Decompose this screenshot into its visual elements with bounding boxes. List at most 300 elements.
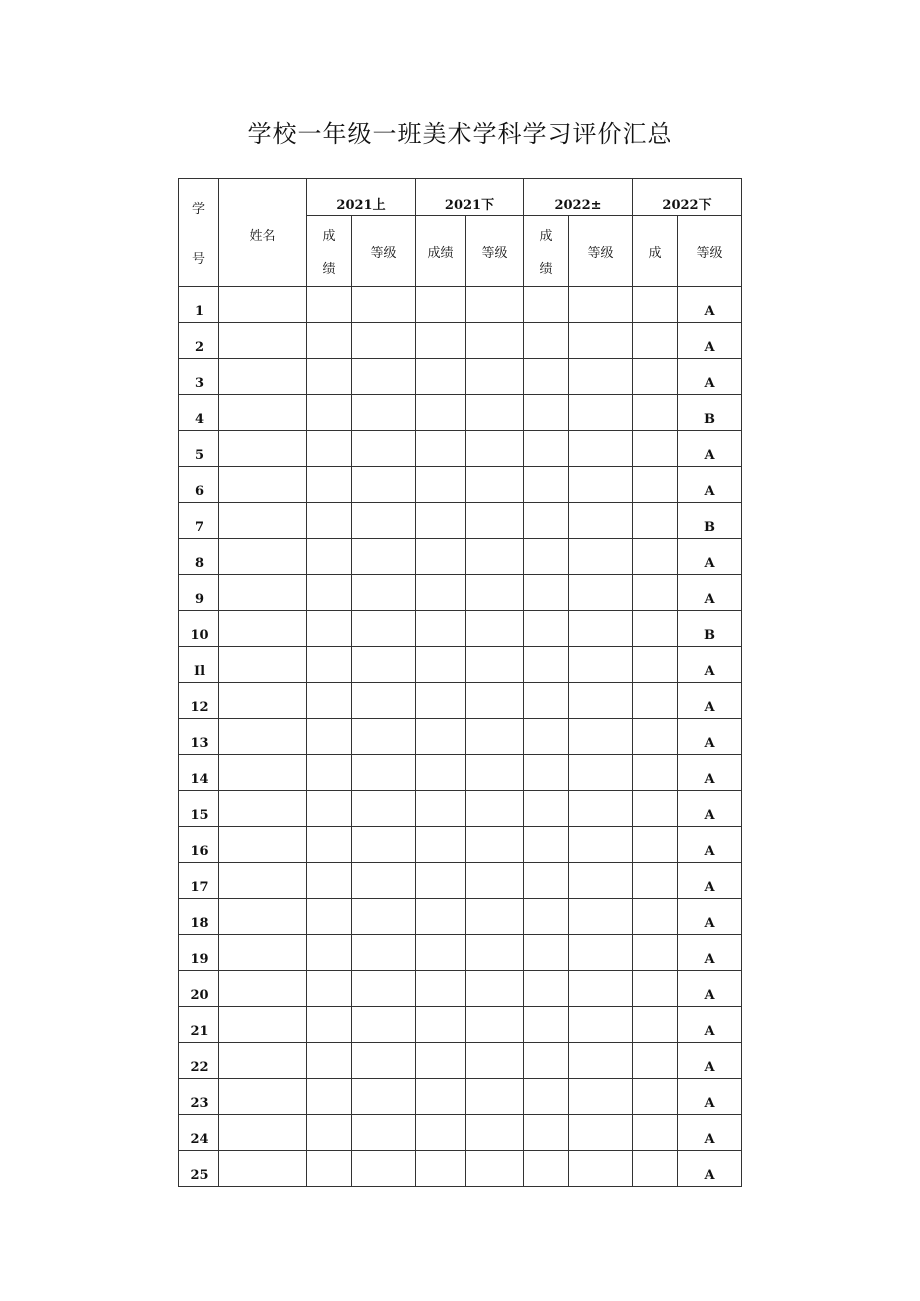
grade-cell: B (678, 503, 742, 539)
student-no: 23 (190, 1096, 209, 1111)
grade-cell-empty (569, 395, 633, 431)
grade-cell-empty (466, 359, 524, 395)
grade-cell: A (678, 1079, 742, 1115)
name-cell (219, 395, 307, 431)
term-header-2021-second: 2021下 (416, 179, 524, 216)
name-cell (219, 899, 307, 935)
score-cell (524, 719, 569, 755)
student-no-cell (179, 827, 219, 863)
name-cell (219, 971, 307, 1007)
table-row (179, 863, 742, 899)
student-no: 19 (190, 952, 209, 967)
name-cell (219, 611, 307, 647)
score-cell (307, 1115, 352, 1151)
score-cell (524, 611, 569, 647)
table-row (179, 791, 742, 827)
score-cell (416, 719, 466, 755)
table-row (179, 827, 742, 863)
score-cell (307, 287, 352, 323)
score-cell (524, 575, 569, 611)
score-cell (633, 719, 678, 755)
score-cell (416, 791, 466, 827)
table-row (179, 1007, 742, 1043)
name-cell (219, 1115, 307, 1151)
score-cell (416, 1079, 466, 1115)
grade-cell-empty (569, 1043, 633, 1079)
score-cell (633, 575, 678, 611)
grade-cell-empty (466, 935, 524, 971)
student-no-header (179, 179, 219, 287)
score-cell (416, 755, 466, 791)
grade-cell-empty (352, 863, 416, 899)
table-row (179, 323, 742, 359)
score-cell (633, 971, 678, 1007)
table-row (179, 899, 742, 935)
student-no-cell (179, 575, 219, 611)
score-cell (633, 503, 678, 539)
student-no: 18 (190, 916, 209, 931)
score-cell (416, 323, 466, 359)
score-cell (524, 323, 569, 359)
score-cell (633, 359, 678, 395)
student-no: 13 (190, 736, 209, 751)
grade-cell-empty (466, 719, 524, 755)
score-cell (307, 935, 352, 971)
student-no-cell (179, 1079, 219, 1115)
student-no: 2 (194, 340, 205, 355)
score-cell (416, 1043, 466, 1079)
score-cell (307, 719, 352, 755)
grade-cell-empty (352, 935, 416, 971)
score-cell (307, 1043, 352, 1079)
table-row (179, 431, 742, 467)
grade-cell-empty (569, 1079, 633, 1115)
score-cell (307, 431, 352, 467)
name-cell (219, 1043, 307, 1079)
score-cell (524, 863, 569, 899)
student-no-cell (179, 899, 219, 935)
term-header-2021-first: 2021上 (307, 179, 416, 216)
grade-cell: A (678, 1151, 742, 1187)
score-cell (307, 1007, 352, 1043)
grade-cell: A (678, 899, 742, 935)
student-no: 14 (190, 772, 209, 787)
score-cell (633, 755, 678, 791)
name-cell (219, 575, 307, 611)
student-no-cell (179, 539, 219, 575)
score-cell (633, 827, 678, 863)
score-cell (416, 359, 466, 395)
student-no-cell (179, 863, 219, 899)
grade-cell: A (678, 467, 742, 503)
score-cell (524, 395, 569, 431)
score-cell (633, 1079, 678, 1115)
grade-cell-empty (569, 359, 633, 395)
grade-cell-empty (352, 971, 416, 1007)
grade-cell-empty (352, 539, 416, 575)
score-cell (524, 791, 569, 827)
student-no: 7 (194, 520, 205, 535)
table-row (179, 1151, 742, 1187)
table-row (179, 467, 742, 503)
student-no: 15 (190, 808, 209, 823)
student-no: 21 (190, 1024, 209, 1039)
grade-cell-empty (569, 719, 633, 755)
score-cell (307, 611, 352, 647)
grade-cell-empty (569, 755, 633, 791)
score-cell (307, 683, 352, 719)
grade-cell-empty (466, 503, 524, 539)
grade-cell-empty (352, 1151, 416, 1187)
score-cell (307, 1079, 352, 1115)
student-no-cell (179, 1151, 219, 1187)
student-no: 8 (194, 556, 205, 571)
score-cell (416, 1151, 466, 1187)
grade-cell: A (678, 431, 742, 467)
score-cell (633, 539, 678, 575)
score-cell (633, 1043, 678, 1079)
student-no-cell (179, 1115, 219, 1151)
name-cell (219, 1079, 307, 1115)
grade-cell-empty (569, 935, 633, 971)
score-header (307, 216, 352, 287)
student-no: 5 (194, 448, 205, 463)
score-cell (524, 755, 569, 791)
score-cell (416, 539, 466, 575)
student-no-cell (179, 467, 219, 503)
grade-cell: A (678, 359, 742, 395)
student-no-cell (179, 395, 219, 431)
grade-cell-empty (569, 323, 633, 359)
student-no-cell (179, 323, 219, 359)
student-no: 10 (190, 628, 209, 643)
grade-cell-empty (352, 359, 416, 395)
grade-cell-empty (569, 827, 633, 863)
score-cell (524, 971, 569, 1007)
grade-cell-empty (466, 827, 524, 863)
grade-cell-empty (569, 683, 633, 719)
score-cell (524, 1043, 569, 1079)
grade-cell-empty (466, 647, 524, 683)
grade-cell: A (678, 1007, 742, 1043)
name-cell (219, 287, 307, 323)
student-no-cell (179, 287, 219, 323)
score-cell (524, 467, 569, 503)
grade-cell: A (678, 719, 742, 755)
score-cell (416, 935, 466, 971)
score-header-char: 成 (539, 229, 553, 244)
student-no: 24 (190, 1132, 209, 1147)
student-no-cell (179, 503, 219, 539)
score-cell (524, 647, 569, 683)
score-cell (416, 971, 466, 1007)
score-cell (416, 827, 466, 863)
score-cell (524, 935, 569, 971)
score-cell (633, 611, 678, 647)
score-cell (307, 503, 352, 539)
grade-cell-empty (569, 971, 633, 1007)
grade-cell: B (678, 395, 742, 431)
score-cell (416, 1007, 466, 1043)
score-cell (633, 1007, 678, 1043)
term-header-2022-second: 2022下 (633, 179, 742, 216)
grade-cell: A (678, 1043, 742, 1079)
grade-cell: A (678, 791, 742, 827)
grade-cell: A (678, 287, 742, 323)
grade-cell-empty (466, 1115, 524, 1151)
table-row (179, 611, 742, 647)
score-cell (307, 467, 352, 503)
grade-cell-empty (466, 611, 524, 647)
score-cell (307, 899, 352, 935)
grade-header: 等级 (466, 216, 524, 287)
grade-cell-empty (352, 827, 416, 863)
name-cell (219, 467, 307, 503)
score-cell (307, 395, 352, 431)
name-cell (219, 755, 307, 791)
grade-cell-empty (466, 287, 524, 323)
score-cell (524, 503, 569, 539)
table-row (179, 683, 742, 719)
student-no: 4 (194, 412, 205, 427)
table-row (179, 395, 742, 431)
grade-cell-empty (569, 503, 633, 539)
grade-cell-empty (352, 791, 416, 827)
score-header-char: 绩 (322, 262, 336, 277)
grade-cell-empty (569, 575, 633, 611)
score-cell (524, 1079, 569, 1115)
score-cell (307, 755, 352, 791)
grade-cell-empty (466, 395, 524, 431)
grade-cell-empty (569, 611, 633, 647)
student-no-cell (179, 755, 219, 791)
grade-cell-empty (352, 287, 416, 323)
table-row (179, 287, 742, 323)
grade-cell-empty (352, 719, 416, 755)
score-cell (633, 935, 678, 971)
grade-cell: A (678, 1115, 742, 1151)
student-no-header-char: 学 (191, 202, 205, 217)
grade-cell-empty (569, 1007, 633, 1043)
grade-cell-empty (466, 323, 524, 359)
student-no: 22 (190, 1060, 209, 1075)
term-header-2022-first: 2022± (524, 179, 633, 216)
table-row (179, 971, 742, 1007)
score-cell (633, 647, 678, 683)
score-header: 成绩 (416, 216, 466, 287)
grade-cell: B (678, 611, 742, 647)
score-cell (416, 611, 466, 647)
table-row (179, 503, 742, 539)
grade-header: 等级 (569, 216, 633, 287)
grade-cell: A (678, 935, 742, 971)
grade-cell-empty (466, 899, 524, 935)
grade-header: 等级 (678, 216, 742, 287)
name-cell (219, 719, 307, 755)
score-cell (416, 647, 466, 683)
grade-cell: A (678, 755, 742, 791)
score-cell (633, 899, 678, 935)
score-cell (524, 899, 569, 935)
score-cell (633, 287, 678, 323)
grade-cell-empty (466, 863, 524, 899)
student-no: 20 (190, 988, 209, 1003)
score-cell (416, 287, 466, 323)
score-cell (416, 1115, 466, 1151)
name-cell (219, 863, 307, 899)
student-no: 9 (194, 592, 205, 607)
grade-cell-empty (352, 1079, 416, 1115)
grade-cell-empty (352, 683, 416, 719)
evaluation-table (178, 178, 742, 1187)
grade-cell-empty (466, 1079, 524, 1115)
score-cell (633, 863, 678, 899)
student-no: 17 (190, 880, 209, 895)
name-cell (219, 431, 307, 467)
name-cell (219, 683, 307, 719)
score-cell (633, 395, 678, 431)
score-cell (416, 431, 466, 467)
grade-cell-empty (569, 791, 633, 827)
score-cell (524, 359, 569, 395)
score-cell (524, 539, 569, 575)
student-no-cell (179, 683, 219, 719)
score-cell (307, 827, 352, 863)
student-no-cell (179, 647, 219, 683)
score-cell (524, 1115, 569, 1151)
student-no-cell (179, 935, 219, 971)
score-cell (524, 431, 569, 467)
score-cell (524, 287, 569, 323)
grade-cell-empty (466, 1007, 524, 1043)
score-cell (524, 827, 569, 863)
score-header-char: 绩 (539, 262, 553, 277)
grade-cell: A (678, 827, 742, 863)
score-cell (416, 395, 466, 431)
grade-cell-empty (352, 575, 416, 611)
score-cell (307, 539, 352, 575)
student-no-cell (179, 611, 219, 647)
score-cell (524, 1007, 569, 1043)
grade-cell-empty (466, 467, 524, 503)
name-cell (219, 323, 307, 359)
grade-cell-empty (352, 647, 416, 683)
name-cell (219, 1151, 307, 1187)
grade-cell-empty (569, 647, 633, 683)
table-row (179, 755, 742, 791)
student-no-header-char: 号 (191, 252, 205, 267)
student-no: Il (193, 664, 206, 679)
grade-cell: A (678, 971, 742, 1007)
score-cell (307, 863, 352, 899)
name-cell (219, 539, 307, 575)
name-cell (219, 935, 307, 971)
name-cell (219, 359, 307, 395)
name-cell (219, 827, 307, 863)
table-row (179, 1115, 742, 1151)
name-cell (219, 503, 307, 539)
grade-cell-empty (466, 791, 524, 827)
grade-cell-empty (466, 1151, 524, 1187)
table-row (179, 1079, 742, 1115)
student-no-cell (179, 1043, 219, 1079)
score-cell (633, 791, 678, 827)
table-row (179, 575, 742, 611)
grade-cell-empty (569, 1115, 633, 1151)
score-cell (524, 683, 569, 719)
score-header: 成 (633, 216, 678, 287)
score-cell (307, 323, 352, 359)
name-cell (219, 1007, 307, 1043)
table-row (179, 647, 742, 683)
grade-cell-empty (569, 467, 633, 503)
grade-cell: A (678, 539, 742, 575)
score-cell (416, 467, 466, 503)
score-cell (416, 863, 466, 899)
grade-cell-empty (466, 755, 524, 791)
student-no: 1 (194, 304, 205, 319)
score-header-char: 成 (322, 229, 336, 244)
score-header (524, 216, 569, 287)
student-no-cell (179, 359, 219, 395)
student-no-cell (179, 971, 219, 1007)
score-cell (307, 647, 352, 683)
score-cell (416, 575, 466, 611)
grade-cell-empty (352, 467, 416, 503)
score-cell (416, 683, 466, 719)
grade-cell: A (678, 575, 742, 611)
score-cell (633, 683, 678, 719)
score-cell (307, 575, 352, 611)
student-no-cell (179, 431, 219, 467)
grade-cell-empty (352, 1043, 416, 1079)
grade-cell-empty (466, 575, 524, 611)
table-row (179, 1043, 742, 1079)
student-no-cell (179, 791, 219, 827)
grade-cell: A (678, 323, 742, 359)
grade-cell-empty (569, 287, 633, 323)
score-cell (633, 323, 678, 359)
grade-cell-empty (569, 431, 633, 467)
grade-cell-empty (569, 539, 633, 575)
grade-header: 等级 (352, 216, 416, 287)
score-cell (307, 971, 352, 1007)
page-title: 学校一年级一班美术学科学习评价汇总 (247, 120, 673, 148)
score-cell (307, 1151, 352, 1187)
student-no: 16 (190, 844, 209, 859)
grade-cell-empty (466, 1043, 524, 1079)
table-row (179, 539, 742, 575)
grade-cell-empty (352, 1007, 416, 1043)
student-no: 3 (194, 376, 205, 391)
score-cell (307, 359, 352, 395)
student-no: 12 (190, 700, 209, 715)
grade-cell-empty (569, 863, 633, 899)
name-cell (219, 647, 307, 683)
student-no-cell (179, 1007, 219, 1043)
score-cell (633, 467, 678, 503)
score-cell (524, 1151, 569, 1187)
table-row (179, 359, 742, 395)
grade-cell-empty (352, 1115, 416, 1151)
grade-cell-empty (466, 683, 524, 719)
student-no: 6 (194, 484, 205, 499)
grade-cell-empty (569, 1151, 633, 1187)
grade-cell-empty (466, 431, 524, 467)
score-cell (416, 899, 466, 935)
score-cell (307, 791, 352, 827)
score-cell (633, 1151, 678, 1187)
